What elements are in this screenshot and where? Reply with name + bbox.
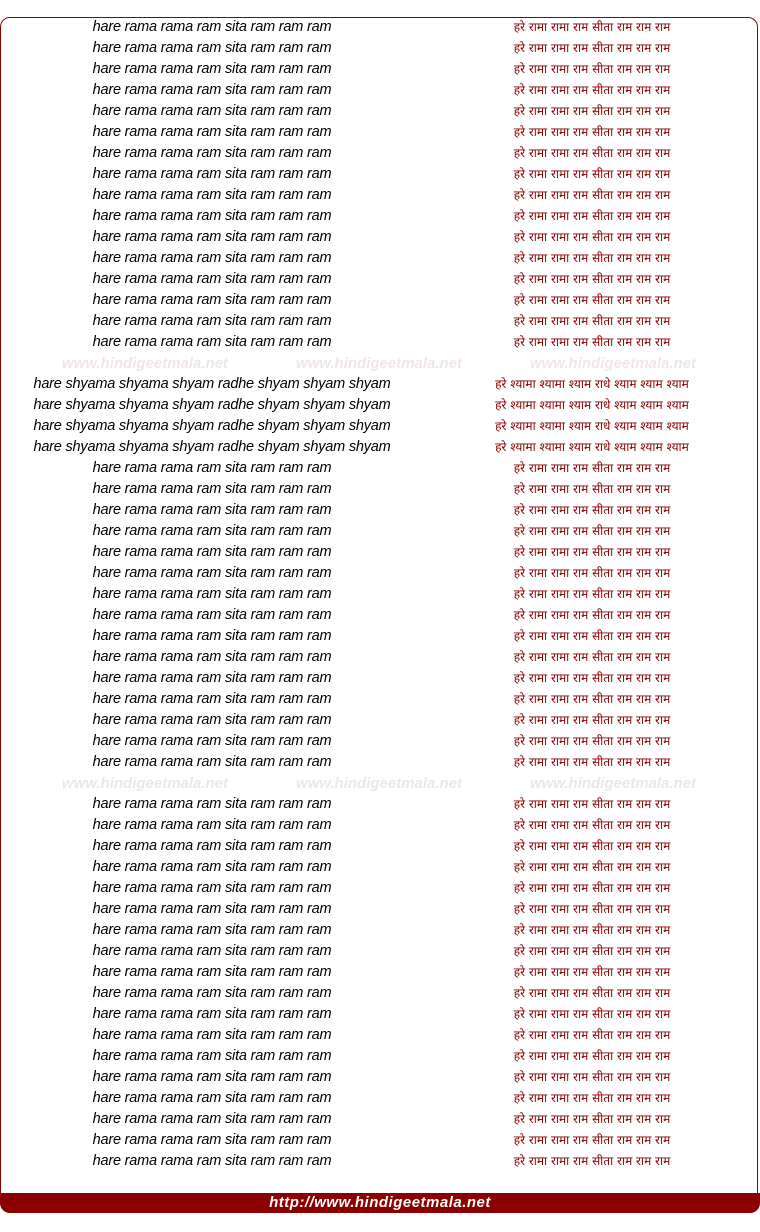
lyric-row	[0, 80, 760, 101]
lyric-line-hindi: हरे रामा रामा राम सीता राम राम राम	[513, 839, 671, 853]
lyric-row	[0, 1151, 760, 1172]
lyric-line-english: hare rama rama ram sita ram ram ram	[92, 712, 332, 728]
lyric-row	[0, 458, 760, 479]
lyric-line-english: hare shyama shyama shyam radhe shyam shyam shyam	[33, 376, 391, 392]
lyric-line-hindi: हरे रामा रामा राम सीता राम राम राम	[513, 566, 671, 580]
lyric-row	[0, 227, 760, 248]
lyric-line-hindi: हरे रामा रामा राम सीता राम राम राम	[513, 1133, 671, 1147]
lyric-line-hindi: हरे रामा रामा राम सीता राम राम राम	[513, 923, 671, 937]
lyric-line-english: hare rama rama ram sita ram ram ram	[92, 166, 332, 182]
lyric-line-hindi: हरे रामा रामा राम सीता राम राम राम	[513, 692, 671, 706]
lyric-row	[0, 1088, 760, 1109]
lyric-line-english: hare rama rama ram sita ram ram ram	[92, 124, 332, 140]
lyric-line-english: hare rama rama ram sita ram ram ram	[92, 61, 332, 77]
lyric-line-hindi: हरे रामा रामा राम सीता राम राम राम	[513, 41, 671, 55]
lyric-line-english: hare rama rama ram sita ram ram ram	[92, 943, 332, 959]
watermark-row	[0, 773, 760, 794]
lyric-line-hindi: हरे रामा रामा राम सीता राम राम राम	[513, 167, 671, 181]
lyric-line-english: hare rama rama ram sita ram ram ram	[92, 922, 332, 938]
lyric-line-english: hare rama rama ram sita ram ram ram	[92, 544, 332, 560]
lyric-line-hindi: हरे रामा रामा राम सीता राम राम राम	[513, 83, 671, 97]
lyric-row	[0, 374, 760, 395]
lyric-line-english: hare rama rama ram sita ram ram ram	[92, 523, 332, 539]
lyric-row	[0, 626, 760, 647]
lyric-line-english: hare rama rama ram sita ram ram ram	[92, 1048, 332, 1064]
lyric-line-hindi: हरे रामा रामा राम सीता राम राम राम	[513, 482, 671, 496]
lyric-row	[0, 647, 760, 668]
lyric-row	[0, 59, 760, 80]
lyric-line-english: hare shyama shyama shyam radhe shyam shyam shyam	[33, 439, 391, 455]
lyric-line-hindi: हरे रामा रामा राम सीता राम राम राम	[513, 755, 671, 769]
lyric-row	[0, 416, 760, 437]
lyrics-body	[0, 17, 760, 1172]
lyric-line-hindi: हरे रामा रामा राम सीता राम राम राम	[513, 1070, 671, 1084]
lyric-line-hindi: हरे रामा रामा राम सीता राम राम राम	[513, 209, 671, 223]
lyric-line-hindi: हरे रामा रामा राम सीता राम राम राम	[513, 797, 671, 811]
watermark-row	[0, 353, 760, 374]
lyric-line-hindi: हरे रामा रामा राम सीता राम राम राम	[513, 314, 671, 328]
lyric-line-hindi: हरे रामा रामा राम सीता राम राम राम	[513, 545, 671, 559]
lyric-row	[0, 815, 760, 836]
lyric-line-hindi: हरे रामा रामा राम सीता राम राम राम	[513, 335, 671, 349]
lyric-line-hindi: हरे रामा रामा राम सीता राम राम राम	[513, 818, 671, 832]
lyric-line-hindi: हरे श्यामा श्यामा श्याम राधे श्याम श्याम श्याम	[495, 419, 689, 433]
lyric-line-english: hare rama rama ram sita ram ram ram	[92, 628, 332, 644]
lyric-row	[0, 248, 760, 269]
lyric-row	[0, 857, 760, 878]
lyric-row	[0, 878, 760, 899]
watermark-text: www.hindigeetmala.net	[529, 355, 697, 372]
lyric-line-hindi: हरे रामा रामा राम सीता राम राम राम	[513, 860, 671, 874]
lyric-line-hindi: हरे रामा रामा राम सीता राम राम राम	[513, 461, 671, 475]
lyric-row	[0, 332, 760, 353]
lyric-row	[0, 920, 760, 941]
lyric-line-english: hare rama rama ram sita ram ram ram	[92, 145, 332, 161]
lyric-row	[0, 752, 760, 773]
lyric-line-english: hare rama rama ram sita ram ram ram	[92, 691, 332, 707]
lyric-line-hindi: हरे रामा रामा राम सीता राम राम राम	[513, 251, 671, 265]
lyric-row	[0, 710, 760, 731]
lyric-line-hindi: हरे रामा रामा राम सीता राम राम राम	[513, 1091, 671, 1105]
lyric-line-english: hare rama rama ram sita ram ram ram	[92, 250, 332, 266]
lyric-line-hindi: हरे रामा रामा राम सीता राम राम राम	[513, 1154, 671, 1168]
lyric-line-english: hare rama rama ram sita ram ram ram	[92, 796, 332, 812]
lyric-line-english: hare rama rama ram sita ram ram ram	[92, 19, 332, 35]
lyric-line-english: hare rama rama ram sita ram ram ram	[92, 1111, 332, 1127]
lyric-line-english: hare rama rama ram sita ram ram ram	[92, 880, 332, 896]
lyric-line-hindi: हरे रामा रामा राम सीता राम राम राम	[513, 20, 671, 34]
lyric-line-hindi: हरे रामा रामा राम सीता राम राम राम	[513, 671, 671, 685]
lyric-row	[0, 185, 760, 206]
lyric-row	[0, 689, 760, 710]
lyric-row	[0, 311, 760, 332]
lyric-line-english: hare rama rama ram sita ram ram ram	[92, 82, 332, 98]
lyric-row	[0, 836, 760, 857]
lyric-row	[0, 395, 760, 416]
lyric-row	[0, 794, 760, 815]
lyric-line-english: hare rama rama ram sita ram ram ram	[92, 187, 332, 203]
lyric-row	[0, 479, 760, 500]
lyric-line-hindi: हरे रामा रामा राम सीता राम राम राम	[513, 293, 671, 307]
lyric-row	[0, 1004, 760, 1025]
lyric-line-hindi: हरे रामा रामा राम सीता राम राम राम	[513, 902, 671, 916]
lyric-line-hindi: हरे रामा रामा राम सीता राम राम राम	[513, 734, 671, 748]
lyric-row	[0, 941, 760, 962]
lyric-row	[0, 1130, 760, 1151]
lyric-line-hindi: हरे श्यामा श्यामा श्याम राधे श्याम श्याम श्याम	[495, 440, 689, 454]
watermark-text: www.hindigeetmala.net	[529, 775, 697, 792]
lyric-line-hindi: हरे रामा रामा राम सीता राम राम राम	[513, 629, 671, 643]
lyric-row	[0, 1046, 760, 1067]
lyric-line-english: hare rama rama ram sita ram ram ram	[92, 670, 332, 686]
lyric-line-english: hare rama rama ram sita ram ram ram	[92, 1090, 332, 1106]
lyric-line-english: hare rama rama ram sita ram ram ram	[92, 460, 332, 476]
lyric-line-english: hare rama rama ram sita ram ram ram	[92, 103, 332, 119]
lyric-line-hindi: हरे रामा रामा राम सीता राम राम राम	[513, 146, 671, 160]
lyric-row	[0, 1067, 760, 1088]
lyric-line-english: hare rama rama ram sita ram ram ram	[92, 481, 332, 497]
lyric-line-hindi: हरे रामा रामा राम सीता राम राम राम	[513, 230, 671, 244]
lyric-row	[0, 521, 760, 542]
watermark-text: www.hindigeetmala.net	[61, 775, 229, 792]
lyric-line-english: hare rama rama ram sita ram ram ram	[92, 292, 332, 308]
lyric-row	[0, 983, 760, 1004]
lyric-line-hindi: हरे रामा रामा राम सीता राम राम राम	[513, 881, 671, 895]
watermark-text: www.hindigeetmala.net	[61, 355, 229, 372]
lyric-line-english: hare rama rama ram sita ram ram ram	[92, 1006, 332, 1022]
lyric-line-english: hare shyama shyama shyam radhe shyam shyam shyam	[33, 397, 391, 413]
lyric-row	[0, 668, 760, 689]
lyric-line-hindi: हरे रामा रामा राम सीता राम राम राम	[513, 587, 671, 601]
lyric-line-english: hare rama rama ram sita ram ram ram	[92, 754, 332, 770]
lyric-line-english: hare rama rama ram sita ram ram ram	[92, 649, 332, 665]
lyric-row	[0, 38, 760, 59]
lyric-row	[0, 437, 760, 458]
lyric-row	[0, 17, 760, 38]
lyric-line-english: hare rama rama ram sita ram ram ram	[92, 334, 332, 350]
lyric-line-hindi: हरे रामा रामा राम सीता राम राम राम	[513, 188, 671, 202]
lyric-row	[0, 122, 760, 143]
lyric-line-english: hare rama rama ram sita ram ram ram	[92, 607, 332, 623]
lyric-row	[0, 101, 760, 122]
lyric-line-hindi: हरे रामा रामा राम सीता राम राम राम	[513, 1049, 671, 1063]
lyric-line-english: hare rama rama ram sita ram ram ram	[92, 1153, 332, 1169]
lyric-row	[0, 563, 760, 584]
lyric-row	[0, 206, 760, 227]
lyric-line-english: hare rama rama ram sita ram ram ram	[92, 1027, 332, 1043]
lyric-line-hindi: हरे रामा रामा राम सीता राम राम राम	[513, 104, 671, 118]
lyric-line-hindi: हरे रामा रामा राम सीता राम राम राम	[513, 1007, 671, 1021]
lyric-line-english: hare rama rama ram sita ram ram ram	[92, 40, 332, 56]
lyric-line-hindi: हरे रामा रामा राम सीता राम राम राम	[513, 272, 671, 286]
lyric-line-hindi: हरे रामा रामा राम सीता राम राम राम	[513, 1028, 671, 1042]
lyric-line-hindi: हरे रामा रामा राम सीता राम राम राम	[513, 944, 671, 958]
lyric-line-english: hare rama rama ram sita ram ram ram	[92, 817, 332, 833]
lyric-line-english: hare rama rama ram sita ram ram ram	[92, 229, 332, 245]
lyric-row	[0, 143, 760, 164]
lyric-row	[0, 1109, 760, 1130]
lyric-line-hindi: हरे रामा रामा राम सीता राम राम राम	[513, 1112, 671, 1126]
lyric-line-hindi: हरे रामा रामा राम सीता राम राम राम	[513, 986, 671, 1000]
lyric-row	[0, 269, 760, 290]
lyric-line-hindi: हरे रामा रामा राम सीता राम राम राम	[513, 125, 671, 139]
lyric-line-hindi: हरे रामा रामा राम सीता राम राम राम	[513, 713, 671, 727]
lyric-row	[0, 500, 760, 521]
lyric-row	[0, 542, 760, 563]
lyric-line-hindi: हरे रामा रामा राम सीता राम राम राम	[513, 503, 671, 517]
footer-bar	[0, 1193, 760, 1213]
lyric-line-english: hare rama rama ram sita ram ram ram	[92, 859, 332, 875]
lyric-line-hindi: हरे रामा रामा राम सीता राम राम राम	[513, 524, 671, 538]
watermark-text: www.hindigeetmala.net	[295, 355, 463, 372]
footer-link[interactable]: http://www.hindigeetmala.net	[269, 1194, 491, 1211]
lyric-line-english: hare rama rama ram sita ram ram ram	[92, 901, 332, 917]
lyric-line-hindi: हरे रामा रामा राम सीता राम राम राम	[513, 62, 671, 76]
lyric-line-english: hare rama rama ram sita ram ram ram	[92, 985, 332, 1001]
lyric-line-english: hare rama rama ram sita ram ram ram	[92, 313, 332, 329]
lyric-line-english: hare rama rama ram sita ram ram ram	[92, 586, 332, 602]
lyric-line-hindi: हरे रामा रामा राम सीता राम राम राम	[513, 608, 671, 622]
lyric-row	[0, 584, 760, 605]
lyric-row	[0, 731, 760, 752]
lyric-line-english: hare rama rama ram sita ram ram ram	[92, 208, 332, 224]
lyric-line-hindi: हरे श्यामा श्यामा श्याम राधे श्याम श्याम श्याम	[495, 398, 689, 412]
lyric-line-english: hare rama rama ram sita ram ram ram	[92, 1069, 332, 1085]
lyric-row	[0, 962, 760, 983]
lyric-line-hindi: हरे रामा रामा राम सीता राम राम राम	[513, 965, 671, 979]
lyric-line-english: hare rama rama ram sita ram ram ram	[92, 838, 332, 854]
lyric-line-english: hare rama rama ram sita ram ram ram	[92, 502, 332, 518]
lyric-line-english: hare rama rama ram sita ram ram ram	[92, 565, 332, 581]
lyric-row	[0, 164, 760, 185]
lyric-row	[0, 290, 760, 311]
lyric-line-hindi: हरे श्यामा श्यामा श्याम राधे श्याम श्याम श्याम	[495, 377, 689, 391]
lyric-line-english: hare rama rama ram sita ram ram ram	[92, 733, 332, 749]
lyric-row	[0, 1025, 760, 1046]
lyric-line-english: hare rama rama ram sita ram ram ram	[92, 964, 332, 980]
lyric-row	[0, 899, 760, 920]
lyric-row	[0, 605, 760, 626]
watermark-text: www.hindigeetmala.net	[295, 775, 463, 792]
lyric-line-english: hare shyama shyama shyam radhe shyam shyam shyam	[33, 418, 391, 434]
lyric-line-english: hare rama rama ram sita ram ram ram	[92, 271, 332, 287]
lyric-line-english: hare rama rama ram sita ram ram ram	[92, 1132, 332, 1148]
lyric-line-hindi: हरे रामा रामा राम सीता राम राम राम	[513, 650, 671, 664]
